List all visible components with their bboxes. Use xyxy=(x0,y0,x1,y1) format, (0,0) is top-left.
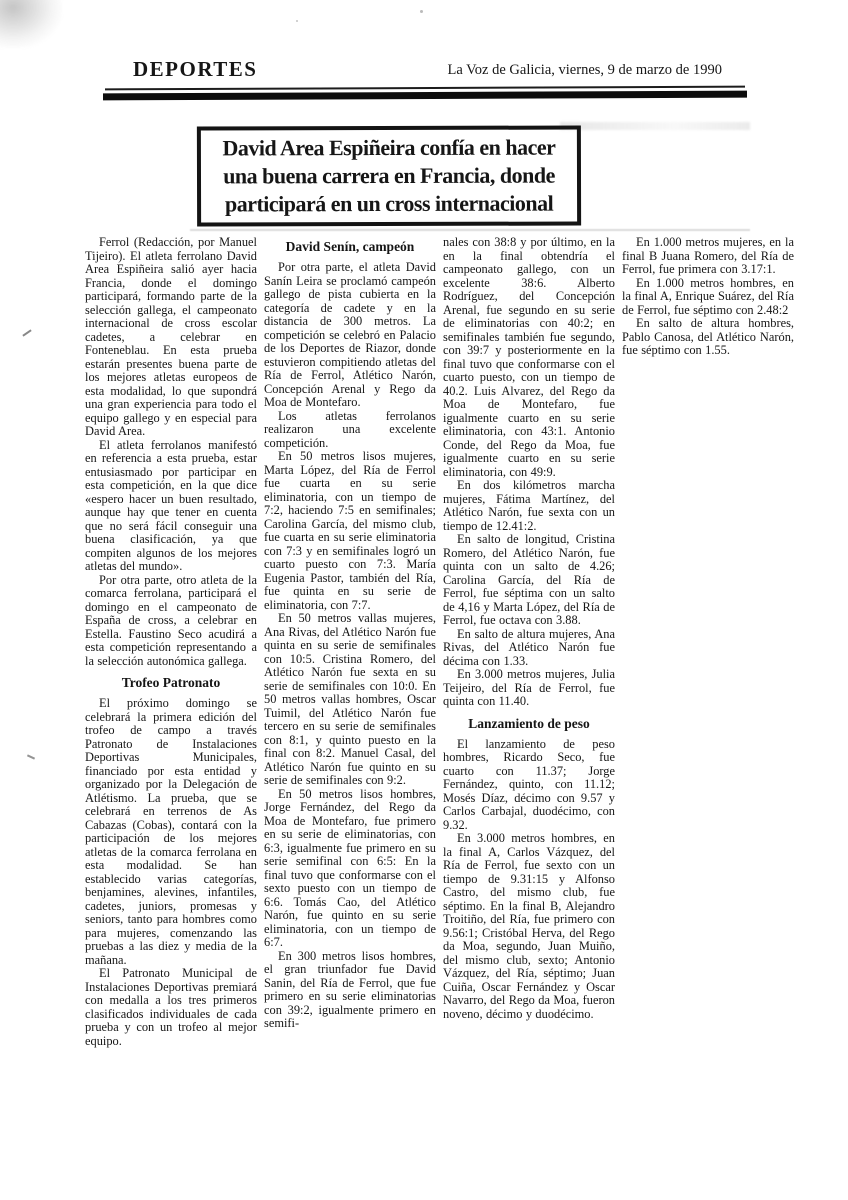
headline-line-2: una buena carrera en Francia, donde xyxy=(223,162,555,189)
article-paragraph: Por otra parte, el atleta David Sanín Leira se proclamó campeón gallego de pista cubierta en la categoría de cadete y en la distancia de 300 metros. La competición se celebró en Palacio de los Deportes de Riazor, donde estuvieron compitiendo atletas del Ría de Ferrol, Atlético Narón, Concepción Arenal y Rego da Moa de Montefaro. xyxy=(264,260,436,409)
article-paragraph: En 300 metros lisos hombres, el gran triunfador fue David Sanin, del Ría de Ferrol, que fue primero en su serie eliminatorias con 39:2, igualmente primero en semifi- xyxy=(264,948,436,1030)
headline-line-1: David Area Espiñeira confía en hacer xyxy=(222,134,556,161)
article-subhead: Lanzamiento de peso xyxy=(468,715,590,731)
scan-pen-mark-2 xyxy=(27,754,35,759)
article-paragraph: En salto de longitud, Cristina Romero, del Atlético Narón, fue quinta con un salto de 4.26; Carolina García, del Ría de Ferrol, fue séptima con un salto de 4,16 y Marta López, del Ría de Ferrol, fue octava con 3.88. xyxy=(443,532,615,627)
column-3 xyxy=(443,236,615,1048)
article-paragraph: Por otra parte, otro atleta de la comarca ferrolana, participará el domingo en el campeonato de España de cross, a celebrar en Estella. Faustino Seco acudirá a esta competición representando a la selección autonómica gallega. xyxy=(85,572,257,668)
article-paragraph: En 50 metros lisos mujeres, Marta López, del Ría de Ferrol fue cuarta en su serie eliminatoria, con un tiempo de 7:2, haciendo 7:5 en semifinales; Carolina García, del mismo club, fue cuarta en su serie eliminatoria con 7:3 y en semifinales logró un cuarto puesto con 7:3. María Eugenia Pastor, también del Ría, fue quinta en su serie de eliminatoria, con 7:7. xyxy=(264,449,436,612)
column-2 xyxy=(264,236,436,1048)
article-paragraph: Los atletas ferrolanos realizaron una excelente competición. xyxy=(264,408,436,450)
article-paragraph: En 3.000 metros mujeres, Julia Teijeiro, del Ría de Ferrol, fue quinta con 11.40. xyxy=(443,667,615,708)
article-body xyxy=(85,236,794,1048)
article-paragraph: En salto de altura hombres, Pablo Canosa, del Atlético Narón, fue séptimo con 1.55. xyxy=(622,316,794,357)
article-paragraph: El atleta ferrolanos manifestó en referencia a esta prueba, estar entusiasmado por participar en esta competición, en la que dice «espero hacer un buen resultado, aunque hay que tener en cuenta que no será fácil conseguir una buena clasificación, ya que compiten algunos de los mejores atletas del mundo». xyxy=(85,437,257,573)
article-paragraph: En 50 metros lisos hombres, Jorge Fernández, del Rego da Moa de Montefaro, fue primero en su serie de eliminatorias, con 6:3, igualmente fue primero en su serie semifinal con 6:5: En la final tuvo que conformarse con el sexto puesto con un tiempo de 6:6. Tomás Cao, del Atlético Narón, fue quinto en su serie eliminatoria, con un tiempo de 6:7. xyxy=(264,786,436,949)
article-paragraph: En dos kilómetros marcha mujeres, Fátima Martínez, del Atlético Narón, fue sexta con un tiempo de 12.41:2. xyxy=(443,478,615,533)
article-paragraph: El próximo domingo se celebrará la primera edición del trofeo de campo a través Patronato de Instalaciones Deportivas Municipales, financiado por esta entidad y organizado por la Delegación de Atlétismo. La prueba, que se celebrará en terrenos de As Cabazas (Cobas), contará con la participación de los mejores atletas de la comarca ferrolana en esta modalidad. Se han establecido varias categorías, benjamines, alevines, infantiles, cadetes, juniors, promesas y seniors, tanto para hombres como para mujeres, comenzando las pruebas a las diez y media de la mañana. xyxy=(85,696,257,967)
article-paragraph: En salto de altura mujeres, Ana Rivas, del Atlético Narón fue décima con 1.33. xyxy=(443,626,615,668)
masthead-date: La Voz de Galicia, viernes, 9 de marzo de 1990 xyxy=(447,62,722,78)
scan-speck-2 xyxy=(296,20,298,22)
scan-smudge-headline xyxy=(560,122,750,130)
article-paragraph: nales con 38:8 y por último, en la en la final obtendría el campeonato gallego, con un excelente 38:6. Alberto Rodríguez, del Concepción Arenal, fue segundo en su serie de eliminatorias con 40:2; en semifinales también fue segundo, con 39:7 y posteriormente en la final tuvo que conformarse con el cuarto puesto, con un tiempo de 40.2. Luis Alvarez, del Rego da Moa de Montefaro, fue igualmente cuarto en su serie eliminatoria, con 43:1. Antonio Conde, del Rego da Moa, fue igualmente cuarto en su serie eliminatoria, con 49:9. xyxy=(443,235,615,479)
headline-line-3: participará en un cross internacional xyxy=(224,190,554,217)
article-paragraph: En 1.000 metros hombres, en la final A, Enrique Suárez, del Ría de Ferrol, fue séptimo con 2.48:2 xyxy=(622,275,794,317)
column-4 xyxy=(622,236,794,1048)
article-paragraph: En 50 metros vallas mujeres, Ana Rivas, del Atlético Narón fue quinta en su serie de semifinales con 10:5. Cristina Romero, del Atlético Narón fue sexta en su serie de semifinales con 10:0. En 50 metros vallas hombres, Oscar Tuimil, del Atlético Narón fue tercero en su serie de semifinales con 8:1, y quinto puesto en la final con 8:2. Manuel Casal, del Atlético Narón fue quinto en su serie de semifinales con 9:2. xyxy=(264,611,436,787)
scan-fold-line xyxy=(190,229,750,231)
article-paragraph: El Patronato Municipal de Instalaciones Deportivas premiará con medalla a los tres primeros clasificados individuales de cada prueba y con un trofeo al mejor equipo. xyxy=(85,966,257,1048)
header-rule-thin xyxy=(105,86,745,91)
scan-smudge-topleft xyxy=(0,0,62,48)
article-subhead: David Senín, campeón xyxy=(285,239,415,254)
article-subhead: Trofeo Patronato xyxy=(121,675,221,690)
article-paragraph: El lanzamiento de peso hombres, Ricardo Seco, fue cuarto con 11.37; Jorge Fernández, quinto, con 11.12; Mosés Díaz, décimo con 9.57 y Carlos Carbajal, duodécimo, con 9.32. xyxy=(443,736,615,832)
headline-box xyxy=(197,125,581,226)
article-paragraph: En 3.000 metros hombres, en la final A, Carlos Vázquez, del Ría de Ferrol, fue sexto con un tiempo de 9.31:15 y Alfonso Castro, del mismo club, fue séptimo. En la final B, Alejandro Troitiño, del Ría, fue primero con 9.56:1; Cristóbal Herva, del Rego da Moa, segundo, Juan Muiño, del mismo club, sexto; Antonio Vázquez, del Ría, séptimo; Juan Cuiña, Oscar Fernández y Oscar Navarro, del Rego da Moa, fueron noveno, décimo y duodécimo. xyxy=(443,831,615,1021)
header-rule-thick xyxy=(103,91,747,101)
section-title: DEPORTES xyxy=(133,57,258,81)
column-1 xyxy=(85,236,257,1048)
article-paragraph: En 1.000 metros mujeres, en la final B Juana Romero, del Ría de Ferrol, fue primera con 3.17:1. xyxy=(622,235,794,276)
scan-pen-mark-1 xyxy=(22,329,31,336)
scan-speck-1 xyxy=(420,10,423,13)
article-paragraph: Ferrol (Redacción, por Manuel Tijeiro). El atleta ferrolano David Area Espiñeira salió ayer hacia Francia, donde el domingo participará, formando parte de la selección gallega, el campeonato internacional de cross escolar cadetes, a celebrar en Fonteneblau. En esta prueba estarán presentes buena parte de los mejores atletas europeos de esta modalidad, lo que supondrá una gran experiencia para todo el equipo gallego y en especial para David Area. xyxy=(85,235,257,438)
